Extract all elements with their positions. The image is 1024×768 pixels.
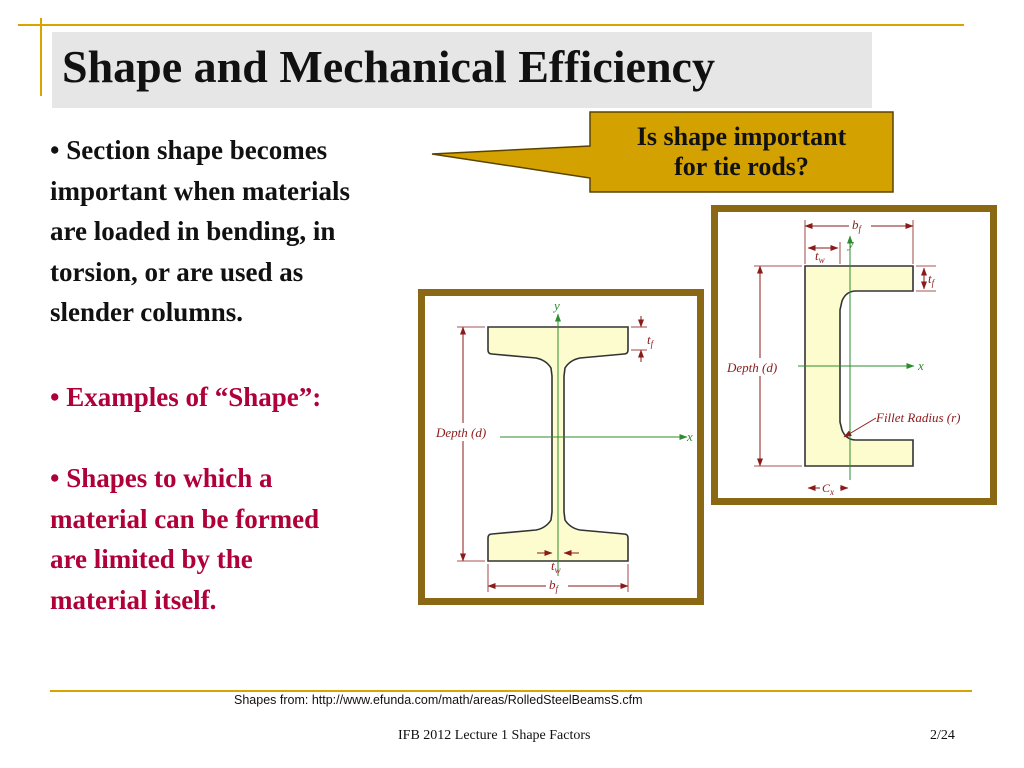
text-line: slender columns. — [50, 297, 244, 327]
depth-label: Depth (d) — [727, 360, 778, 375]
footer-text: IFB 2012 Lecture 1 Shape Factors — [398, 728, 591, 743]
callout-line-2: for tie rods? — [674, 152, 809, 181]
bf-label-main: b — [549, 577, 556, 592]
tf-label-main: t — [647, 332, 651, 347]
tf-label-main: t — [928, 271, 932, 286]
y-axis-label: y — [848, 236, 854, 251]
x-axis-label: x — [918, 358, 924, 373]
channel-diagram — [718, 212, 990, 498]
callout-line-1: Is shape important — [636, 122, 847, 151]
text-line: • Shapes to which a — [50, 463, 273, 493]
text-line: are loaded in bending, in — [50, 216, 336, 246]
text-line: • Examples of “Shape”: — [50, 382, 322, 412]
text-line: important when materials — [50, 175, 350, 206]
tw-label-main: t — [815, 248, 819, 263]
x-axis-label: x — [687, 429, 693, 444]
i-beam-diagram-frame — [418, 289, 704, 605]
page-number: 2/24 — [930, 728, 955, 743]
bf-label-sub: f — [858, 224, 862, 234]
text-line: torsion, or are used as — [50, 256, 304, 287]
tw-label — [815, 248, 825, 265]
cx-label-sub: x — [830, 487, 835, 497]
depth-label: Depth (d) — [436, 425, 487, 440]
tf-label — [928, 271, 936, 288]
bf-label-main: b — [852, 217, 859, 232]
callout-question — [590, 112, 893, 192]
channel-diagram-frame — [711, 205, 997, 505]
tf-label-sub: f — [650, 339, 654, 349]
tf-label-sub: f — [931, 278, 935, 288]
text-line: • Section shape becomes — [50, 135, 328, 165]
bf-label-sub: f — [555, 584, 559, 594]
text-line: material can be formed — [50, 503, 320, 534]
fillet-radius-label: Fillet Radius (r) — [876, 410, 961, 425]
slide-title: Shape and Mechanical Efficiency — [62, 41, 715, 92]
text-line: material itself. — [50, 584, 217, 615]
tw-label-main: t — [551, 558, 555, 573]
tw-label-sub: w — [554, 565, 561, 575]
i-beam-diagram — [425, 296, 697, 598]
bottom-divider — [50, 690, 972, 692]
fillet-leader — [844, 418, 876, 437]
tw-label-sub: w — [818, 255, 825, 265]
tf-label — [647, 332, 655, 349]
cx-label-main: C — [822, 481, 831, 495]
source-note: Shapes from: http://www.efunda.com/math/areas/RolledSteelBeamsS.cfm — [234, 693, 643, 707]
text-line: are limited by the — [50, 544, 253, 574]
y-axis-label: y — [554, 298, 560, 313]
